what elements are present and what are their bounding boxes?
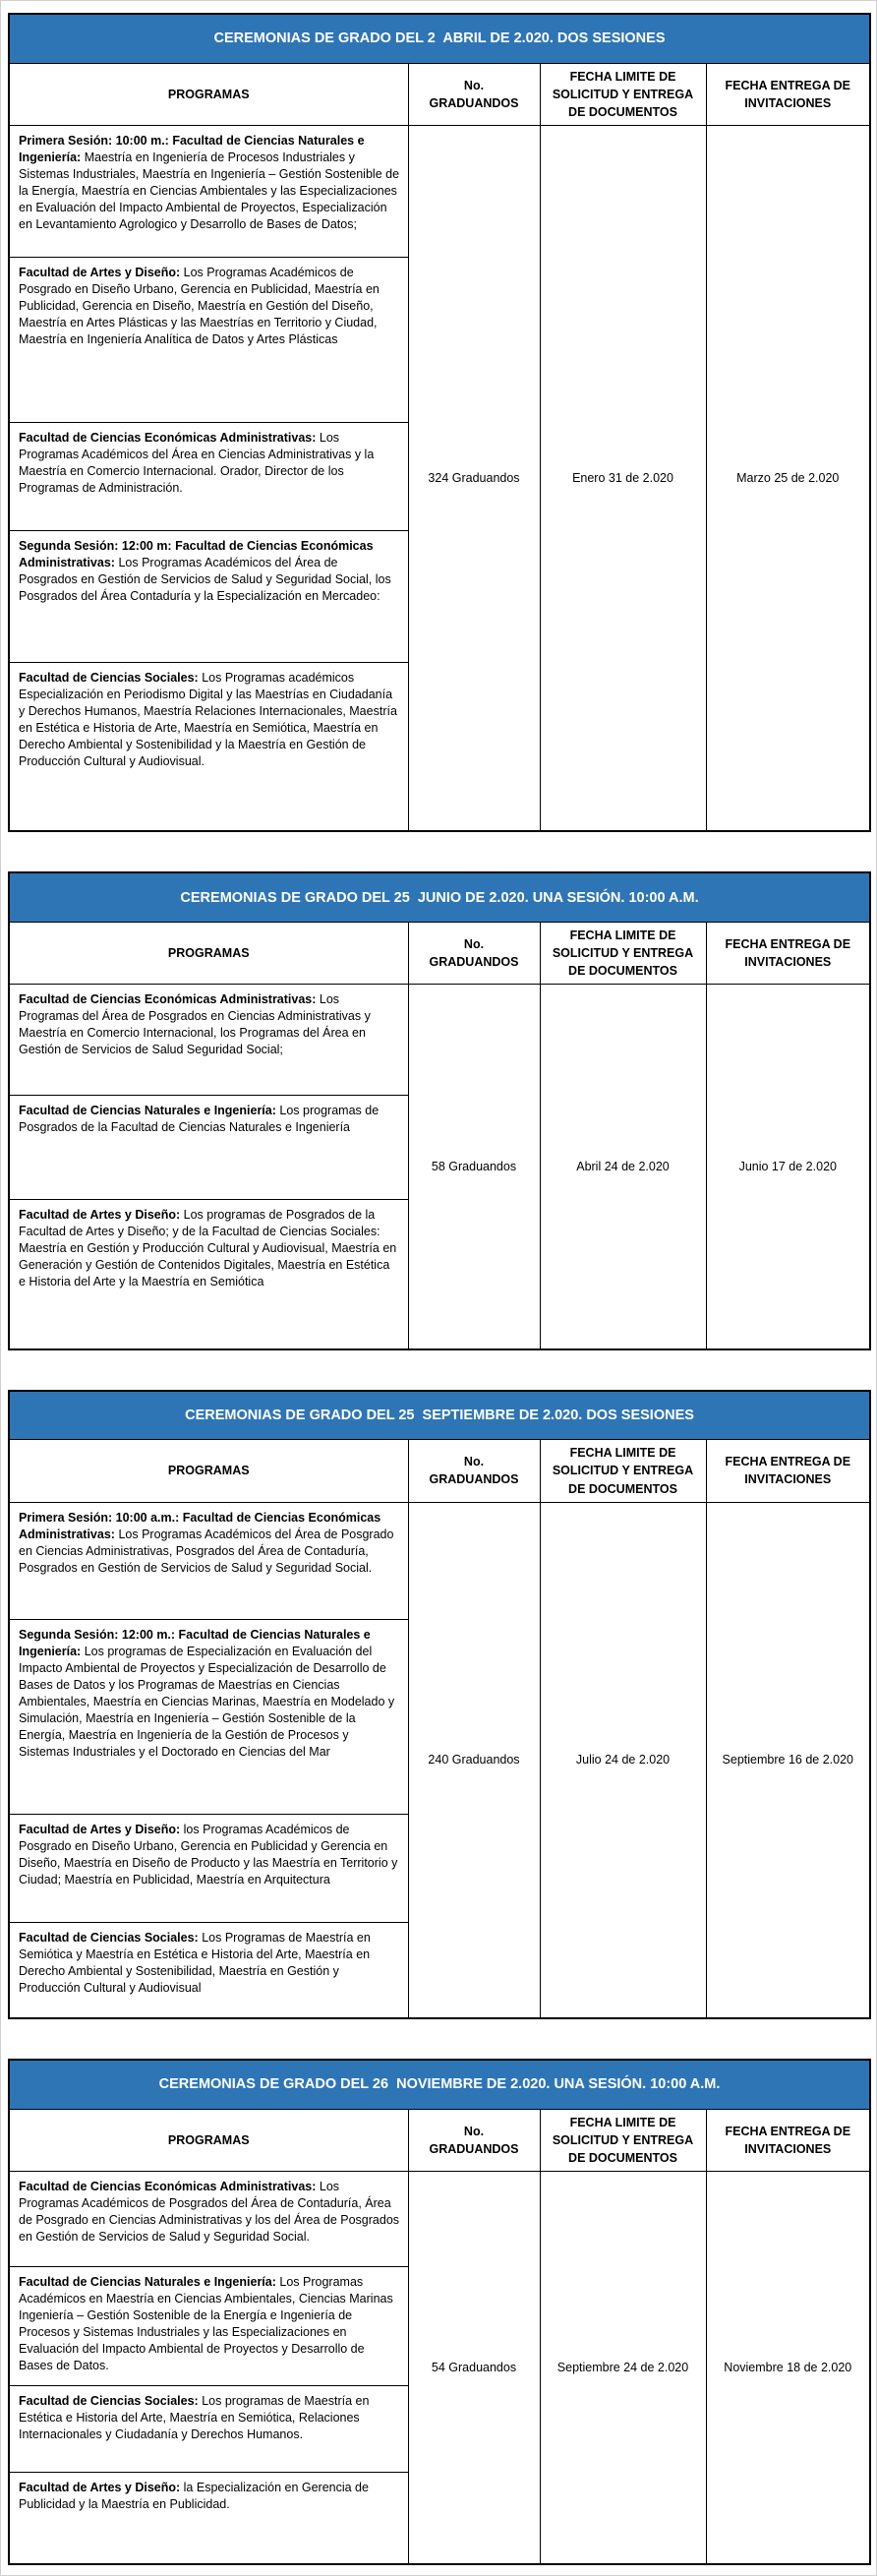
ceremony-table-noviembre: [8, 2059, 871, 2564]
fecha-limite-cell: Julio 24 de 2.020: [540, 1502, 706, 2018]
ceremony-table-junio: [8, 871, 871, 1349]
program-text: Los Programas Académicos del Área en Ciencias Administrativas y la Maestría en Comercio Internacional. Orador, Director de los Programas de Administración.: [19, 430, 375, 495]
ceremony-table-septiembre: [8, 1390, 871, 2019]
col-header-fecha-entrega: FECHA ENTREGA DE INVITACIONES: [706, 922, 870, 984]
program-cell: [9, 2172, 408, 2267]
ceremony-title: CEREMONIAS DE GRADO DEL 26 NOVIEMBRE DE 2.020. UNA SESIÓN. 10:00 A.M.: [9, 2060, 870, 2109]
program-cell: [9, 662, 408, 831]
fecha-entrega-cell: Septiembre 16 de 2.020: [706, 1502, 870, 2018]
col-header-graduandos: No. GRADUANDOS: [408, 922, 540, 984]
program-cell: [9, 1096, 408, 1200]
fecha-limite-cell: Abril 24 de 2.020: [540, 985, 706, 1349]
fecha-entrega-cell: Junio 17 de 2.020: [706, 985, 870, 1349]
program-cell: [9, 2473, 408, 2564]
program-text: la Especialización en Gerencia de Publicidad y la Maestría en Publicidad.: [19, 2481, 369, 2511]
col-header-graduandos: No. GRADUANDOS: [408, 1440, 540, 1502]
program-text: Los programas de Posgrados de la Facultad de Artes y Diseño; y de la Facultad de Ciencias Sociales: Maestría en Gestión y Producción Cultural y Audiovisual, Maestría en Generación y Gestión de Contenidos Digitales, Maestría en Estética e Historia del Arte y la Maestría en Semiótica: [19, 1208, 397, 1289]
program-lead: Primera Sesión: 10:00 a.m.: Facultad de Ciencias Económicas Administrativas:: [19, 1510, 381, 1541]
program-lead: Facultad de Ciencias Económicas Administrativas:: [19, 430, 317, 445]
program-lead: Segunda Sesión: 12:00 m.: Facultad de Ciencias Naturales e Ingeniería:: [19, 1627, 371, 1658]
program-lead: Segunda Sesión: 12:00 m: Facultad de Ciencias Económicas Administrativas:: [19, 538, 374, 569]
program-cell: [9, 1200, 408, 1349]
program-cell: [9, 257, 408, 422]
program-lead: Facultad de Ciencias Naturales e Ingeniería:: [19, 1104, 276, 1118]
program-text: Los programas de Maestría en Estética e Historia del Arte, Maestría en Semiótica, Relaciones Internacionales y Ciudadanía y Derechos Humanos.: [19, 2394, 370, 2441]
program-cell: [9, 1814, 408, 1922]
program-text: los Programas Académicos de Posgrado en Diseño Urbano, Gerencia en Publicidad y Gerencia en Diseño, Maestría en Diseño de Producto y las Maestría en Territorio y Ciudad; Maestría en Publicidad, Maestría en Arquitectura: [19, 1822, 398, 1887]
program-cell: [9, 2386, 408, 2473]
program-cell: [9, 1922, 408, 2018]
col-header-fecha-limite: FECHA LIMITE DE SOLICITUD Y ENTREGA DE DOCUMENTOS: [540, 1440, 706, 1502]
col-header-programas: PROGRAMAS: [9, 922, 408, 984]
program-text: Los Programas Académicos en Maestría en Ciencias Ambientales, Ciencias Marinas Ingeniería – Gestión Sostenible de la Energía e Ingeniería de Procesos y Sistemas Industriales y las Especializaciones en Evaluación del Impacto Ambiental de Proyectos y Desarrollo de Bases de Datos.: [19, 2275, 393, 2372]
program-lead: Facultad de Ciencias Sociales:: [19, 2394, 199, 2408]
program-cell: [9, 1502, 408, 1619]
fecha-entrega-cell: Marzo 25 de 2.020: [706, 125, 870, 831]
col-header-graduandos: No. GRADUANDOS: [408, 63, 540, 125]
program-text: Los programas de Especialización en Evaluación del Impacto Ambiental de Proyectos y Especialización de Desarrollo de Bases de Datos y los Programas de Maestrías en Ciencias Ambientales, Maestría en Ciencias Marinas, Maestría en Modelado y Simulación, Maestría en Ingeniería – Gestión Sostenible de la Energía, Maestría en Ingeniería de la Gestión de Procesos y Sistemas Industriales y el Doctorado en Ciencias del Mar: [19, 1644, 395, 1759]
fecha-limite-cell: Septiembre 24 de 2.020: [540, 2172, 706, 2564]
program-lead: Facultad de Ciencias Naturales e Ingeniería:: [19, 2275, 276, 2289]
program-lead: Primera Sesión: 10:00 m.: Facultad de Ciencias Naturales e Ingeniería:: [19, 133, 365, 164]
program-lead: Facultad de Artes y Diseño:: [19, 1208, 181, 1223]
program-text: Los programas de Posgrados de la Facultad de Ciencias Naturales e Ingeniería: [19, 1104, 380, 1135]
ceremony-table-april: [8, 13, 871, 832]
program-cell: [9, 422, 408, 530]
graduandos-cell: 54 Graduandos: [408, 2172, 540, 2564]
program-lead: Facultad de Ciencias Económicas Administrativas:: [19, 992, 317, 1007]
program-lead: Facultad de Artes y Diseño:: [19, 2481, 181, 2494]
graduandos-cell: 58 Graduandos: [408, 985, 540, 1349]
program-cell: [9, 985, 408, 1096]
program-cell: [9, 125, 408, 257]
col-header-graduandos: No. GRADUANDOS: [408, 2109, 540, 2171]
col-header-programas: PROGRAMAS: [9, 2109, 408, 2171]
program-lead: Facultad de Artes y Diseño:: [19, 265, 181, 279]
program-text: Los Programas del Área de Posgrados en Ciencias Administrativas y Maestría en Comercio Internacional, los Programas del Área en Gestión de Servicios de Salud Seguridad Social;: [19, 992, 371, 1057]
program-text: Los Programas Académicos de Posgrado en Diseño Urbano, Gerencia en Publicidad, Maestría en Publicidad, Gerencia en Diseño, Maestría en Gestión del Diseño, Maestría en Artes Plásticas y las Maestrías en Territorio y Ciudad, Maestría en Ingeniería Analítica de Datos y Artes Plásticas: [19, 265, 380, 346]
program-text: Los Programas Académicos de Posgrados del Área de Contaduría, Área de Posgrado en Ciencias Administrativas y los del Área de Posgrados en Gestión de Servicios de Salud y Seguridad Social.: [19, 2180, 400, 2244]
program-lead: Facultad de Ciencias Económicas Administrativas:: [19, 2180, 317, 2193]
program-lead: Facultad de Ciencias Sociales:: [19, 670, 199, 685]
col-header-fecha-entrega: FECHA ENTREGA DE INVITACIONES: [706, 1440, 870, 1502]
program-lead: Facultad de Artes y Diseño:: [19, 1822, 181, 1836]
col-header-fecha-limite: FECHA LIMITE DE SOLICITUD Y ENTREGA DE DOCUMENTOS: [540, 63, 706, 125]
program-text: Los Programas Académicos del Área de Posgrados en Gestión de Servicios de Salud y Seguridad Social, los Posgrados del Área Contaduría y la Especialización en Mercadeo:: [19, 555, 391, 603]
program-cell: [9, 2267, 408, 2386]
col-header-fecha-limite: FECHA LIMITE DE SOLICITUD Y ENTREGA DE DOCUMENTOS: [540, 2109, 706, 2171]
program-text: Los Programas Académicos del Área de Posgrado en Ciencias Administrativas, Posgrados del Área de Contaduría, Posgrados en Gestión de Servicios de Salud y Seguridad Social.: [19, 1527, 394, 1575]
col-header-programas: PROGRAMAS: [9, 1440, 408, 1502]
col-header-programas: PROGRAMAS: [9, 63, 408, 125]
col-header-fecha-entrega: FECHA ENTREGA DE INVITACIONES: [706, 2109, 870, 2171]
program-text: Maestría en Ingeniería de Procesos Industriales y Sistemas Industriales, Maestría en Ingeniería – Gestión Sostenible de la Energía, Maestría en Ciencias Ambientales y las Especializaciones en Evaluación del Impacto Ambiental de Proyectos, Especialización en Levantamiento Agrologico y Desarrollo de Bases de Datos;: [19, 150, 400, 231]
col-header-fecha-limite: FECHA LIMITE DE SOLICITUD Y ENTREGA DE DOCUMENTOS: [540, 922, 706, 984]
ceremony-title: CEREMONIAS DE GRADO DEL 25 SEPTIEMBRE DE 2.020. DOS SESIONES: [9, 1391, 870, 1440]
program-cell: [9, 530, 408, 662]
fecha-limite-cell: Enero 31 de 2.020: [540, 125, 706, 831]
ceremony-title: CEREMONIAS DE GRADO DEL 25 JUNIO DE 2.020. UNA SESIÓN. 10:00 A.M.: [9, 872, 870, 922]
program-text: Los Programas académicos Especialización en Periodismo Digital y las Maestrías en Ciudadanía y Derechos Humanos, Maestría Relaciones Internacionales, Maestría en Estética e Historia de Arte, Maestría en Semiótica, Maestría en Derecho Ambiental y Sostenibilidad y la Maestría en Gestión de Producción Cultural y Audiovisual.: [19, 670, 397, 768]
graduandos-cell: 240 Graduandos: [408, 1502, 540, 2018]
program-text: Los Programas de Maestría en Semiótica y Maestría en Estética e Historia del Arte, Maestría en Derecho Ambiental y Sostenibilidad, Maestría en Gestión y Producción Cultural y Audiovisual: [19, 1930, 371, 1995]
program-lead: Facultad de Ciencias Sociales:: [19, 1930, 199, 1945]
program-cell: [9, 1619, 408, 1814]
graduandos-cell: 324 Graduandos: [408, 125, 540, 831]
fecha-entrega-cell: Noviembre 18 de 2.020: [706, 2172, 870, 2564]
ceremony-title: CEREMONIAS DE GRADO DEL 2 ABRIL DE 2.020. DOS SESIONES: [9, 14, 870, 63]
col-header-fecha-entrega: FECHA ENTREGA DE INVITACIONES: [706, 63, 870, 125]
